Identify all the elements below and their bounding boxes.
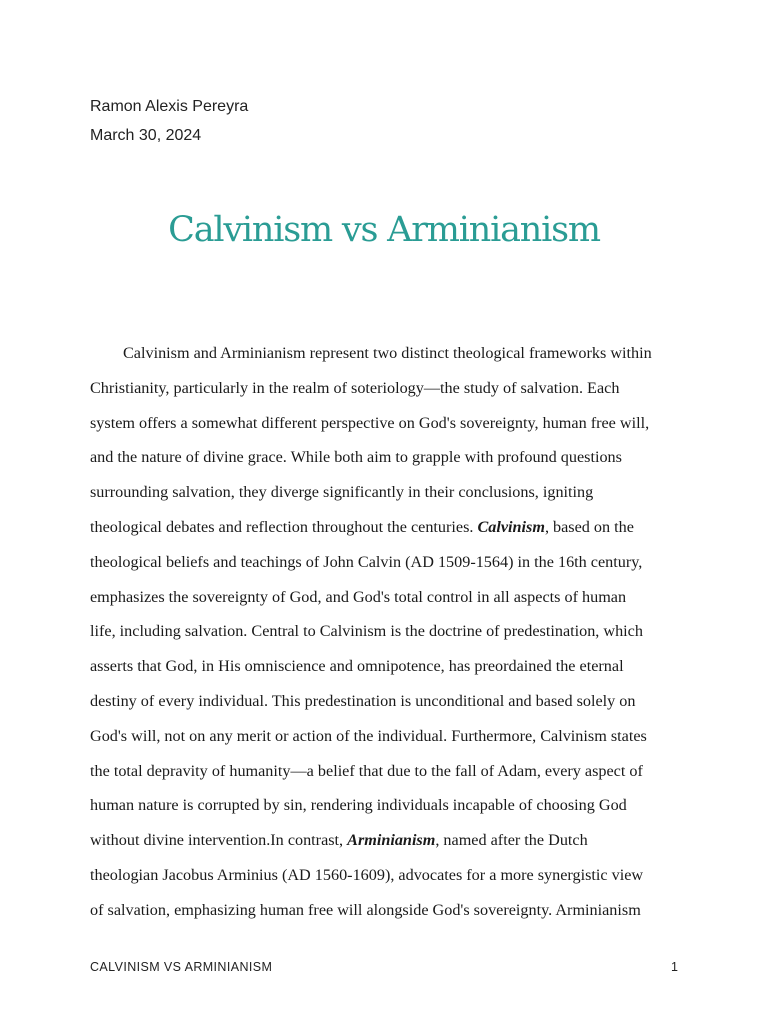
document-title: Calvinism vs Arminianism bbox=[168, 210, 600, 250]
body-line: the total depravity of humanity—a belief that due to the fall of Adam, every aspect of bbox=[90, 761, 643, 780]
body-text-segment: , based on the bbox=[544, 517, 634, 536]
running-footer-title: CALVINISM VS ARMINIANISM bbox=[90, 960, 273, 974]
body-line: life, including salvation. Central to Calvinism is the doctrine of predestination, which bbox=[90, 622, 643, 641]
body-line: theologian Jacobus Arminius (AD 1560-1609), advocates for a more synergistic view bbox=[90, 865, 644, 884]
body-line: and the nature of divine grace. While both aim to grapple with profound questions bbox=[90, 448, 622, 467]
emphasized-term: Calvinism bbox=[477, 517, 545, 536]
body-text-segment: theological debates and reflection throughout the centuries. bbox=[90, 517, 478, 536]
header-block bbox=[90, 92, 248, 150]
body-line: human nature is corrupted by sin, rendering individuals incapable of choosing God bbox=[90, 796, 627, 815]
body-line: Christianity, particularly in the realm of soteriology—the study of salvation. Each bbox=[90, 378, 620, 397]
body-line bbox=[90, 510, 690, 545]
body-line bbox=[90, 823, 690, 858]
body-line: destiny of every individual. This predestination is unconditional and based solely on bbox=[90, 691, 636, 710]
body-line: surrounding salvation, they diverge significantly in their conclusions, igniting bbox=[90, 483, 594, 502]
document-date: March 30, 2024 bbox=[90, 127, 202, 144]
body-text-segment: , named after the Dutch bbox=[435, 831, 588, 850]
body-line: theological beliefs and teachings of John Calvin (AD 1509-1564) in the 16th century, bbox=[90, 552, 643, 571]
body-line: of salvation, emphasizing human free will alongside God's sovereignty. Arminianism bbox=[90, 900, 641, 919]
body-line: system offers a somewhat different perspective on God's sovereignty, human free will, bbox=[90, 413, 650, 432]
body-line: asserts that God, in His omniscience and omnipotence, has preordained the eternal bbox=[90, 657, 624, 676]
emphasized-term: Arminianism bbox=[347, 831, 436, 850]
author-name: Ramon Alexis Pereyra bbox=[90, 98, 249, 115]
body-line: Calvinism and Arminianism represent two distinct theological frameworks within bbox=[123, 344, 652, 362]
body-line: emphasizes the sovereignty of God, and God's total control in all aspects of human bbox=[90, 587, 627, 606]
body-line: God's will, not on any merit or action of the individual. Furthermore, Calvinism states bbox=[90, 726, 647, 745]
body-text-segment: without divine intervention.In contrast, bbox=[90, 831, 348, 850]
page-number: 1 bbox=[671, 960, 678, 974]
body-paragraph bbox=[90, 336, 690, 928]
